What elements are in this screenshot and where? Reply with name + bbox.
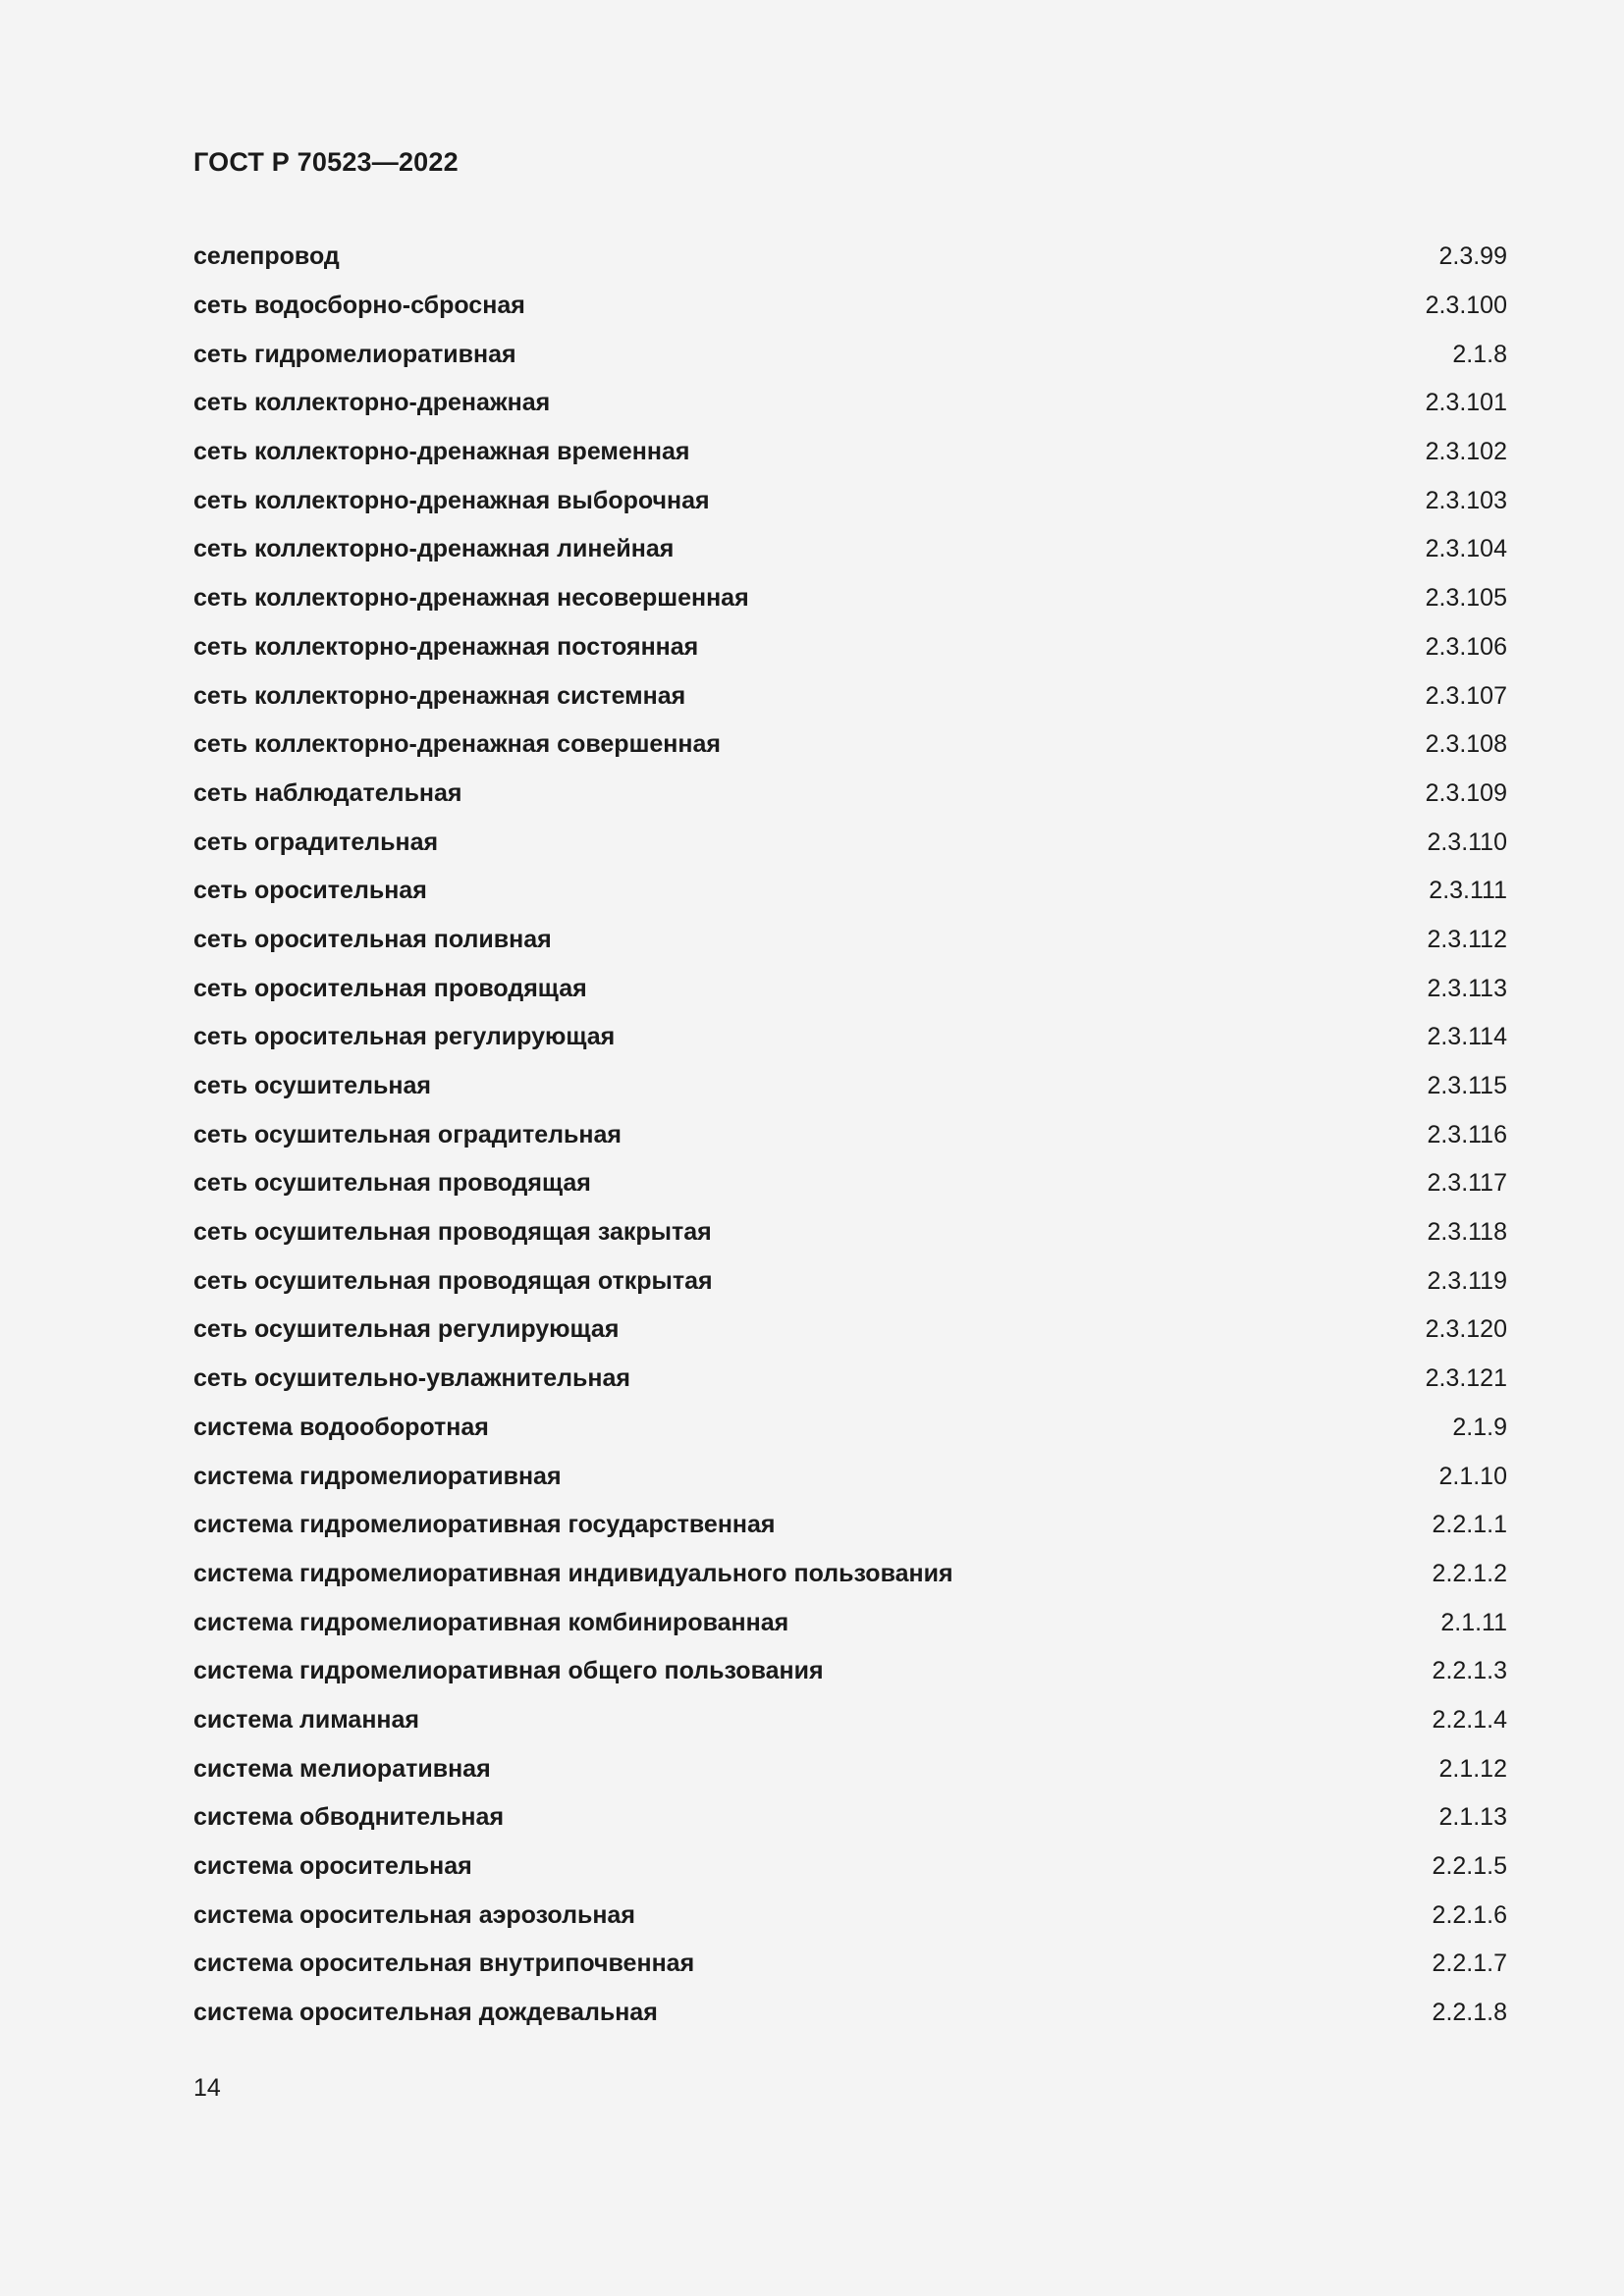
index-entry (193, 476, 1507, 525)
index-ref: 2.3.121 (1425, 1364, 1507, 1393)
index-ref: 2.1.11 (1440, 1608, 1507, 1636)
index-entry (193, 867, 1507, 916)
index-ref: 2.3.111 (1429, 877, 1507, 905)
index-entry (193, 1696, 1507, 1745)
alphabetical-index (193, 233, 1507, 2037)
index-entry (193, 1062, 1507, 1111)
index-entry (193, 1452, 1507, 1501)
index-entry (193, 233, 1507, 282)
index-entry (193, 623, 1507, 672)
index-term: система гидромелиоративная комбинированная (193, 1608, 789, 1636)
index-ref: 2.2.1.5 (1432, 1852, 1507, 1881)
index-term: сеть оросительная (193, 877, 427, 905)
index-ref: 2.3.114 (1427, 1023, 1507, 1051)
index-term: сеть осушительная регулирующая (193, 1315, 620, 1344)
index-entry (193, 1989, 1507, 2038)
index-entry (193, 1550, 1507, 1599)
index-term: сеть коллекторно-дренажная постоянная (193, 632, 699, 661)
index-term: сеть оградительная (193, 828, 439, 856)
index-term: сеть коллекторно-дренажная (193, 389, 551, 417)
index-entry (193, 525, 1507, 574)
index-ref: 2.3.115 (1427, 1072, 1507, 1100)
index-term: система лиманная (193, 1705, 420, 1734)
index-term: сеть коллекторно-дренажная линейная (193, 535, 675, 563)
index-ref: 2.3.112 (1427, 925, 1507, 953)
index-ref: 2.2.1.6 (1432, 1900, 1507, 1929)
index-term: система оросительная аэрозольная (193, 1900, 635, 1929)
index-term: селепровод (193, 242, 340, 271)
index-ref: 2.3.104 (1425, 535, 1507, 563)
index-entry (193, 282, 1507, 331)
index-entry (193, 1793, 1507, 1842)
index-ref: 2.3.109 (1425, 778, 1507, 807)
index-term: сеть наблюдательная (193, 778, 462, 807)
index-term: система оросительная внутрипочвенная (193, 1949, 695, 1978)
index-ref: 2.3.101 (1425, 389, 1507, 417)
index-term: сеть водосборно-сбросная (193, 292, 525, 320)
index-ref: 2.2.1.3 (1432, 1657, 1507, 1685)
index-ref: 2.3.108 (1425, 730, 1507, 759)
index-term: система гидромелиоративная (193, 1462, 562, 1490)
index-entry (193, 1355, 1507, 1404)
index-entry (193, 1306, 1507, 1355)
index-ref: 2.3.103 (1425, 486, 1507, 514)
index-entry (193, 818, 1507, 867)
index-term: сеть коллекторно-дренажная несовершенная (193, 584, 749, 613)
index-ref: 2.3.120 (1425, 1315, 1507, 1344)
index-entry (193, 1940, 1507, 1989)
index-term: система водооборотная (193, 1413, 489, 1441)
index-term: сеть гидромелиоративная (193, 340, 516, 368)
index-term: сеть коллекторно-дренажная совершенная (193, 730, 721, 759)
index-ref: 2.3.119 (1427, 1266, 1507, 1295)
index-ref: 2.2.1.1 (1432, 1511, 1507, 1539)
index-ref: 2.3.107 (1425, 681, 1507, 710)
index-ref: 2.3.100 (1425, 292, 1507, 320)
index-ref: 2.2.1.7 (1432, 1949, 1507, 1978)
index-term: сеть оросительная проводящая (193, 974, 587, 1002)
index-term: система гидромелиоративная индивидуального пользования (193, 1559, 953, 1587)
index-term: система обводнительная (193, 1803, 505, 1832)
index-entry (193, 1159, 1507, 1208)
index-ref: 2.1.10 (1438, 1462, 1507, 1490)
index-ref: 2.3.118 (1427, 1218, 1507, 1247)
index-term: система оросительная дождевальная (193, 1999, 658, 2027)
index-ref: 2.2.1.2 (1432, 1559, 1507, 1587)
index-ref: 2.3.116 (1427, 1120, 1507, 1148)
index-entry (193, 1744, 1507, 1793)
index-term: сеть коллекторно-дренажная временная (193, 438, 690, 466)
index-term: система гидромелиоративная государственная (193, 1511, 776, 1539)
index-ref: 2.1.12 (1438, 1754, 1507, 1783)
index-ref: 2.3.102 (1425, 438, 1507, 466)
index-entry (193, 428, 1507, 477)
index-term: система оросительная (193, 1852, 472, 1881)
index-ref: 2.3.110 (1427, 828, 1507, 856)
index-entry (193, 574, 1507, 623)
index-term: сеть осушительная проводящая (193, 1169, 591, 1198)
page-number: 14 (193, 2074, 221, 2102)
index-term: сеть осушительная (193, 1072, 431, 1100)
index-term: система гидромелиоративная общего пользования (193, 1657, 824, 1685)
index-entry (193, 1842, 1507, 1892)
index-term: сеть коллекторно-дренажная системная (193, 681, 686, 710)
index-entry (193, 770, 1507, 819)
index-entry (193, 1404, 1507, 1453)
index-entry (193, 964, 1507, 1013)
index-entry (193, 379, 1507, 428)
index-ref: 2.3.106 (1425, 632, 1507, 661)
index-term: сеть осушительная оградительная (193, 1120, 623, 1148)
index-term: сеть оросительная регулирующая (193, 1023, 616, 1051)
index-term: система мелиоративная (193, 1754, 491, 1783)
index-term: сеть осушительная проводящая закрытая (193, 1218, 712, 1247)
index-ref: 2.3.113 (1427, 974, 1507, 1002)
index-entry (193, 1501, 1507, 1550)
index-ref: 2.1.8 (1452, 340, 1507, 368)
index-term: сеть осушительная проводящая открытая (193, 1266, 713, 1295)
index-entry (193, 1647, 1507, 1696)
index-entry (193, 330, 1507, 379)
index-entry (193, 916, 1507, 965)
index-entry (193, 1208, 1507, 1257)
index-term: сеть осушительно-увлажнительная (193, 1364, 630, 1393)
index-entry (193, 721, 1507, 770)
index-ref: 2.2.1.4 (1432, 1705, 1507, 1734)
index-entry (193, 1110, 1507, 1159)
index-ref: 2.1.9 (1452, 1413, 1507, 1441)
index-entry (193, 671, 1507, 721)
index-entry (193, 1891, 1507, 1940)
index-ref: 2.2.1.8 (1432, 1999, 1507, 2027)
index-ref: 2.3.117 (1427, 1169, 1507, 1198)
index-ref: 2.1.13 (1438, 1803, 1507, 1832)
index-ref: 2.3.99 (1438, 242, 1507, 271)
index-entry (193, 1598, 1507, 1647)
index-ref: 2.3.105 (1425, 584, 1507, 613)
index-term: сеть оросительная поливная (193, 925, 552, 953)
document-header: ГОСТ Р 70523—2022 (193, 147, 459, 177)
index-entry (193, 1013, 1507, 1062)
index-term: сеть коллекторно-дренажная выборочная (193, 486, 710, 514)
index-entry (193, 1256, 1507, 1306)
